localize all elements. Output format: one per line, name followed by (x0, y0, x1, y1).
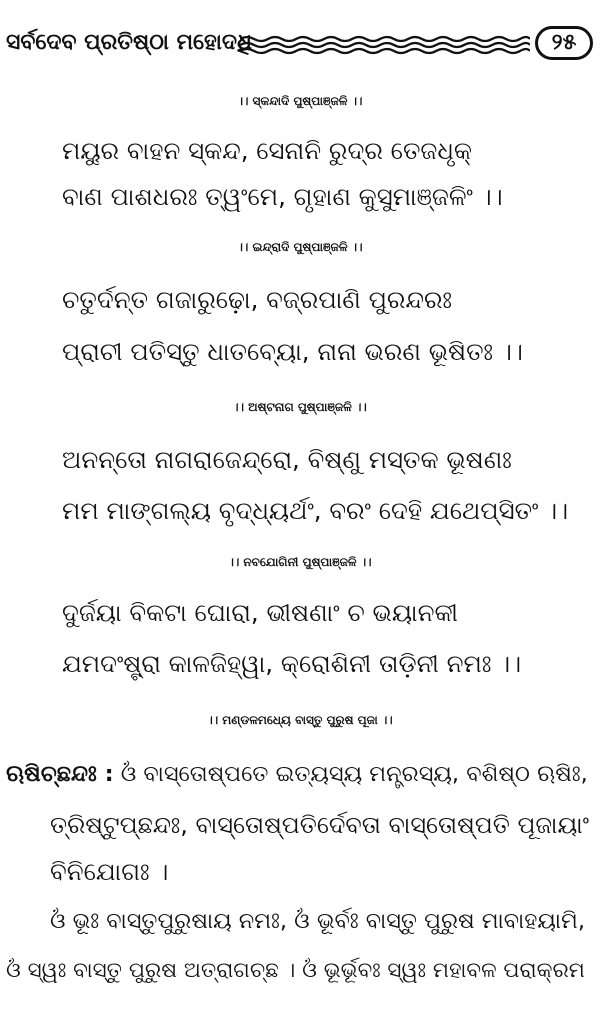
section-heading-skanda: ।। ସ୍କନ୍ଦାଦି ପୁଷ୍ପାଞ୍ଜଳି ।। (237, 94, 363, 108)
rishi-label: ଋଷିଚ୍ଛନ୍ଦଃ : (6, 761, 114, 787)
section-heading-navayogini: ।। ନବଯୋଗିନୀ ପୁଷ୍ପାଞ୍ଜଳି ।। (228, 555, 372, 569)
running-title: ସର୍ବଦେବ ପ୍ରତିଷ୍ଠା ମହୋଦଧି (6, 30, 252, 55)
wavy-rule-ornament (240, 34, 530, 56)
section-heading-vastu-puja: ।। ମଣ୍ଡଳମଧ୍ୟେ ବାସ୍ତୁ ପୁରୁଷ ପୂଜା ।। (207, 713, 393, 727)
verse-line: ଅନନ୍ତୋ ନାଗରାଜେନ୍ଦ୍ରୋ, ବିଷ୍ଣୁ ମସ୍ତକ ଭୂଷଣଃ (62, 445, 512, 474)
section-heading-indra: ।। ଇନ୍ଦ୍ରାଦି ପୁଷ୍ପାଞ୍ଜଳି ।। (237, 240, 363, 254)
section-heading-ashtanaga: ।। ଅଷ୍ଟନାଗ ପୁଷ୍ପାଞ୍ଜଳି ।। (233, 400, 367, 414)
page-number: ୨୫ (535, 26, 593, 60)
mantra-line: ଓଁ ସ୍ୱଃ ବାସ୍ତୁ ପୁରୁଷ ଅତ୍ରାଗଚ୍ଛ । ଓଁ ଭୂର୍ଭୂବଃ ସ୍ୱଃ ମହାବଳ ପରାକ୍ରମ (6, 958, 585, 983)
verse-line: ଦୁର୍ଜୟା ବିକଟା ଘୋରା, ଭୀଷଣାଂ ଚ ଭୟାନକୀ (62, 598, 458, 627)
page-header (0, 0, 600, 70)
mantra-line: ଓଁ ଭୂଃ ବାସ୍ତୁପୁରୁଷାୟ ନମଃ, ଓଁ ଭୂର୍ବଃ ବାସ୍ତୁ ପୁରୁଷ ମାବାହୟାମି, (50, 908, 585, 934)
verse-line: ମୟୁର ବାହନ ସ୍କନ୍ଦ, ସେନାନି ରୁଦ୍ର ତେଜଧୃକ୍ (62, 136, 473, 165)
verse-line: ପ୍ରାଚୀ ପତିସ୍ତୁ ଧାତବ୍ୟୋ, ନାନା ଭରଣ ଭୂଷିତଃ ।। (62, 337, 523, 366)
rishi-line (6, 757, 588, 791)
verse-line: ଯମଦଂଷ୍ଟ୍ରା କାଳଜିହ୍ୱା, କ୍ରୋଶିନୀ ତାଡ଼ିନୀ ନମଃ ।। (62, 649, 522, 678)
verse-line: ଚତୁର୍ଦନ୍ତ ଗଜାରୁଢ଼ୋ, ବଜ୍ରପାଣି ପୁରନ୍ଦରଃ (62, 285, 453, 314)
verse-line: ବାଣ ପାଶଧରଃ ତ୍ୱଂମେ, ଗୃହାଣ କୁସୁମାଞ୍ଜଳିଂ ।। (62, 182, 503, 211)
rishi-line: ତ୍ରିଷ୍ଟୁପ୍‌ଛନ୍ଦଃ, ବାସ୍ତୋଷ୍ପତିର୍ଦେବତା ବାସ୍ତୋଷ୍ପତି ପୂଜାୟାଂ (50, 811, 589, 839)
rishi-line: ବିନିଯୋଗଃ । (50, 857, 169, 886)
rishi-text: ଓଁ ବାସ୍ତୋଷ୍ପତେ ଇତ୍ୟସ୍ୟ ମନ୍ତ୍ରସ୍ୟ, ବଶିଷ୍ଠ ଋଷିଃ, (120, 761, 588, 787)
verse-line: ମମ ମାଙ୍ଗଲ୍ୟ ବୃଦ୍ଧ୍ୟର୍ଥଂ, ବରଂ ଦେହି ଯଥେପ୍ସିତଂ ।। (62, 496, 569, 525)
